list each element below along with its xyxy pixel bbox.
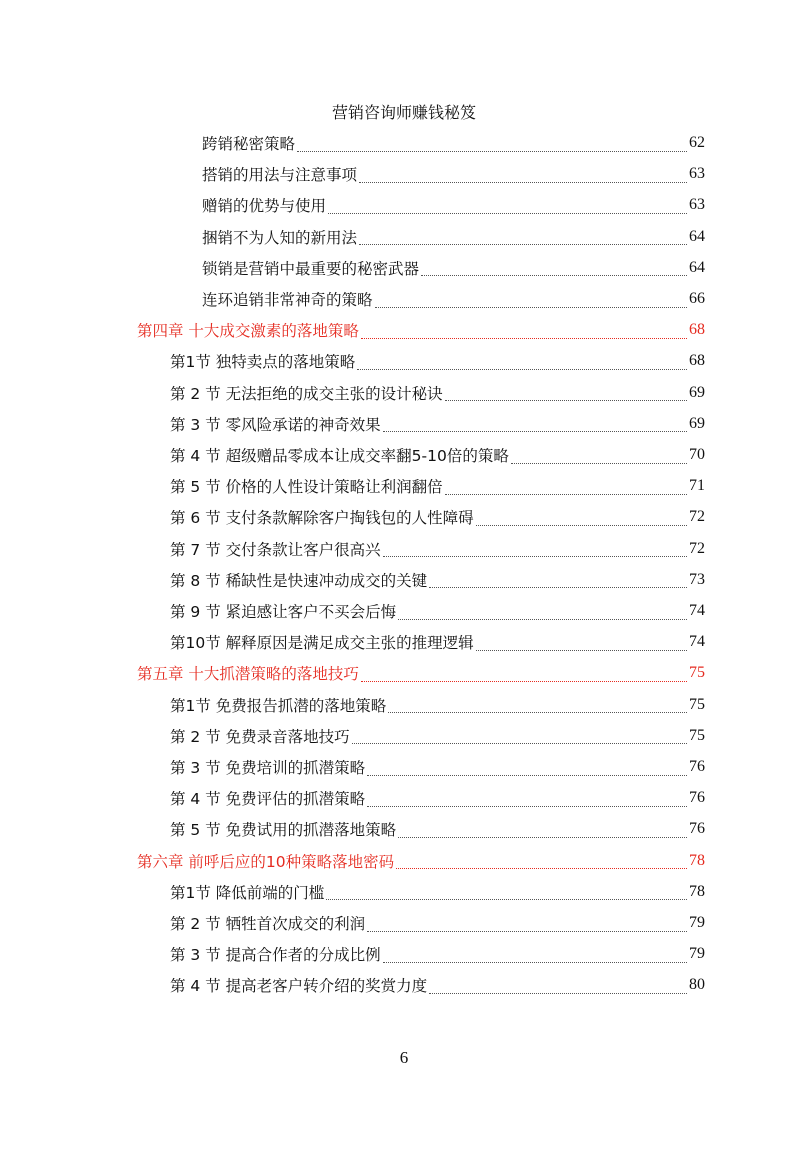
toc-entry-title: 第 2 节 免费录音落地技巧 [170, 727, 350, 746]
toc-entry-title: 跨销秘密策略 [202, 135, 296, 153]
toc-entry[interactable] [202, 158, 705, 190]
toc-entry-page-number: 80 [689, 976, 705, 994]
toc-entry-page-number: 62 [689, 134, 705, 151]
toc-entry-title: 第 4 节 超级赠品零成本让成交率翻5-10倍的策略 [170, 447, 509, 465]
toc-entry-page-number: 68 [689, 321, 705, 339]
toc-entry-title: 第 4 节 免费评估的抓潜策略 [170, 790, 366, 809]
toc-entry-page-number: 79 [689, 945, 705, 963]
toc-entry[interactable] [170, 564, 705, 596]
toc-dot-leader [429, 575, 687, 588]
toc-entry[interactable] [170, 377, 705, 409]
toc-entry-title: 第 8 节 稀缺性是快速冲动成交的关键 [170, 571, 428, 590]
toc-entry-page-number: 63 [689, 165, 705, 183]
toc-entry[interactable] [170, 720, 705, 752]
toc-entry[interactable] [170, 595, 705, 627]
toc-dot-leader [511, 451, 687, 464]
toc-dot-leader [398, 825, 687, 838]
toc-entry[interactable] [170, 907, 705, 939]
toc-entry-page-number: 75 [689, 695, 705, 713]
toc-entry-page-number: 74 [689, 602, 705, 619]
toc-entry-page-number: 76 [689, 758, 705, 775]
toc-dot-leader [352, 731, 687, 744]
toc-entry-title: 捆销不为人知的新用法 [202, 228, 358, 247]
toc-entry-title: 第 2 节 无法拒绝的成交主张的设计秘诀 [170, 384, 443, 403]
toc-entry[interactable] [202, 283, 705, 315]
toc-entry-title: 第 5 节 价格的人性设计策略让利润翻倍 [170, 478, 443, 497]
toc-chapter-entry[interactable] [137, 314, 705, 346]
toc-entry[interactable] [202, 127, 705, 159]
toc-dot-leader [361, 326, 687, 339]
toc-entry-title: 第 3 节 零风险承诺的神奇效果 [170, 415, 381, 434]
toc-entry-page-number: 68 [689, 352, 705, 370]
toc-entry-title: 第四章 十大成交激素的落地策略 [137, 322, 359, 341]
toc-entry[interactable] [170, 626, 705, 658]
toc-dot-leader [361, 669, 687, 682]
toc-dot-leader [367, 763, 687, 776]
toc-entry-page-number: 66 [689, 290, 705, 307]
toc-dot-leader [445, 388, 687, 401]
toc-dot-leader [429, 981, 687, 994]
toc-chapter-entry[interactable] [137, 657, 705, 689]
toc-entry-title: 第1节 降低前端的门槛 [170, 883, 325, 902]
toc-entry-title: 第六章 前呼后应的10种策略落地密码 [137, 852, 395, 871]
toc-entry[interactable] [170, 938, 705, 970]
toc-dot-leader [328, 201, 687, 214]
toc-entry[interactable] [170, 969, 705, 1001]
toc-dot-leader [375, 295, 687, 308]
toc-entry-title: 第 6 节 支付条款解除客户掏钱包的人性障碍 [170, 509, 474, 528]
toc-entry-page-number: 78 [689, 851, 705, 869]
toc-entry-title: 第 4 节 提高老客户转介绍的奖赏力度 [170, 977, 428, 996]
toc-entry-page-number: 72 [689, 508, 705, 526]
toc-entry-page-number: 76 [689, 820, 705, 838]
toc-entry-title: 第 3 节 免费培训的抓潜策略 [170, 759, 366, 777]
toc-dot-leader [359, 170, 687, 183]
toc-entry[interactable] [170, 751, 705, 783]
toc-entry[interactable] [170, 782, 705, 814]
toc-dot-leader [367, 794, 687, 807]
toc-entry[interactable] [202, 252, 705, 284]
toc-entry-page-number: 70 [689, 446, 705, 463]
toc-dot-leader [297, 139, 687, 152]
toc-dot-leader [476, 513, 687, 526]
toc-entry-title: 第 2 节 牺牲首次成交的利润 [170, 915, 366, 933]
toc-entry[interactable] [170, 876, 705, 908]
toc-entry-title: 赠销的优势与使用 [202, 197, 327, 216]
toc-entry-title: 第 5 节 免费试用的抓潜落地策略 [170, 821, 397, 840]
toc-entry-page-number: 64 [689, 258, 705, 276]
toc-entry-title: 第 9 节 紧迫感让客户不买会后悔 [170, 603, 397, 621]
toc-entry-title: 第1节 独特卖点的落地策略 [170, 353, 356, 372]
toc-entry-page-number: 64 [689, 227, 705, 245]
toc-entry-page-number: 75 [689, 664, 705, 682]
running-header: 营销咨询师赚钱秘笈 [331, 103, 476, 122]
toc-dot-leader [326, 887, 687, 900]
toc-dot-leader [383, 544, 687, 557]
toc-entry-title: 第 3 节 提高合作者的分成比例 [170, 946, 381, 965]
toc-dot-leader [398, 607, 687, 620]
toc-dot-leader [367, 919, 687, 932]
toc-entry-page-number: 73 [689, 570, 705, 588]
toc-dot-leader [421, 263, 687, 276]
toc-entry[interactable] [170, 501, 705, 533]
toc-entry[interactable] [170, 689, 705, 721]
toc-entry-title: 第1节 免费报告抓潜的落地策略 [170, 696, 387, 715]
toc-entry-title: 锁销是营销中最重要的秘密武器 [202, 259, 420, 278]
toc-dot-leader [445, 482, 687, 495]
toc-dot-leader [359, 232, 687, 245]
toc-entry-page-number: 75 [689, 726, 705, 744]
toc-dot-leader [388, 700, 687, 713]
toc-entry[interactable] [170, 408, 705, 440]
toc-dot-leader [476, 638, 687, 651]
toc-entry-title: 第五章 十大抓潜策略的落地技巧 [137, 665, 359, 684]
toc-dot-leader [357, 357, 687, 370]
toc-chapter-entry[interactable] [137, 845, 705, 877]
toc-entry-page-number: 74 [689, 633, 705, 651]
toc-entry[interactable] [170, 345, 705, 377]
toc-entry-page-number: 76 [689, 789, 705, 807]
toc-dot-leader [396, 856, 687, 869]
toc-entry[interactable] [170, 439, 705, 471]
toc-entry-page-number: 69 [689, 414, 705, 432]
toc-entry-title: 连环追销非常神奇的策略 [202, 291, 373, 309]
toc-entry-title: 第10节 解释原因是满足成交主张的推理逻辑 [170, 634, 474, 653]
toc-entry-page-number: 63 [689, 196, 705, 214]
toc-entry-page-number: 72 [689, 539, 705, 557]
toc-dot-leader [383, 419, 687, 432]
toc-entry-page-number: 71 [689, 477, 705, 495]
toc-entry[interactable] [170, 470, 705, 502]
toc-entry-title: 第 7 节 交付条款让客户很高兴 [170, 540, 381, 559]
toc-entry[interactable] [202, 221, 705, 253]
page-number: 6 [399, 1048, 409, 1067]
toc-entry-page-number: 78 [689, 882, 705, 900]
toc-entry-title: 搭销的用法与注意事项 [202, 166, 358, 185]
toc-entry[interactable] [202, 189, 705, 221]
toc-entry[interactable] [170, 533, 705, 565]
toc-dot-leader [383, 950, 687, 963]
toc-entry-page-number: 69 [689, 383, 705, 401]
toc-entry-page-number: 79 [689, 914, 705, 931]
toc-entry[interactable] [170, 813, 705, 845]
